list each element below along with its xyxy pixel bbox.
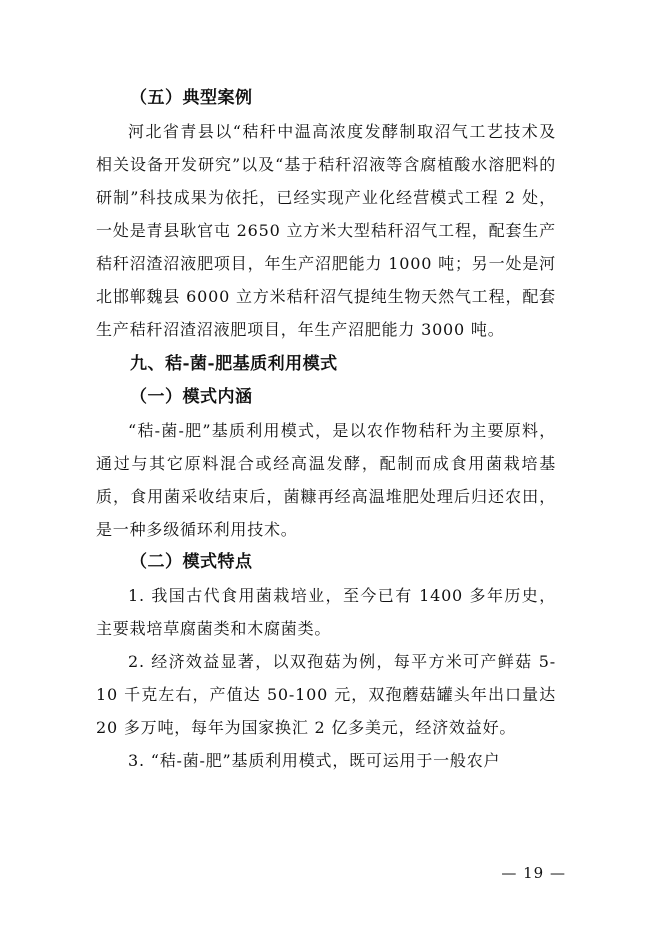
- paragraph-feature-2: 2. 经济效益显著，以双孢菇为例，每平方米可产鲜菇 5-10 千克左右，产值达 50-100 元，双孢蘑菇罐头年出口量达 20 多万吨，每年为国家换汇 2 亿多美元，经济效益好。: [96, 652, 556, 737]
- paragraph-model-connotation: “秸-菌-肥”基质利用模式，是以农作物秸秆为主要原料，通过与其它原料混合或经高温发酵，配制而成食用菌栽培基质，食用菌采收结束后，菌糠再经高温堆肥处理后归还农田，是一种多级循环利用技术。: [96, 421, 556, 539]
- paragraph-feature-1: 1. 我国古代食用菌栽培业，至今已有 1400 多年历史，主要栽培草腐菌类和木腐菌类。: [96, 586, 556, 638]
- subheading-typical-cases: （五）典型案例: [130, 88, 253, 108]
- paragraph-feature-3: 3. “秸-菌-肥”基质利用模式，既可运用于一般农户: [128, 751, 501, 770]
- page-content: [96, 82, 556, 777]
- subheading-model-features: （二）模式特点: [130, 552, 253, 572]
- main-heading-straw-fungus-fertilizer: 九、秸-菌-肥基质利用模式: [130, 354, 338, 374]
- subheading-model-connotation: （一）模式内涵: [130, 387, 253, 407]
- page-number: — 19 —: [501, 864, 566, 882]
- paragraph-typical-case-description: 河北省青县以“秸秆中温高浓度发酵制取沼气工艺技术及相关设备开发研究”以及“基于秸秆沼液等含腐植酸水溶肥料的研制”科技成果为依托，已经实现产业化经营模式工程 2 处，一处是青县耿官屯 2650 立方米大型秸秆沼气工程，配套生产秸秆沼渣沼液肥项目，年生产沼肥能力 1000 吨；另一处是河北邯郸魏县 6000 立方米秸秆沼气提纯生物天然气工程，配套生产秸秆沼渣沼液肥项目，年生产沼肥能力 3000 吨。: [96, 122, 556, 339]
